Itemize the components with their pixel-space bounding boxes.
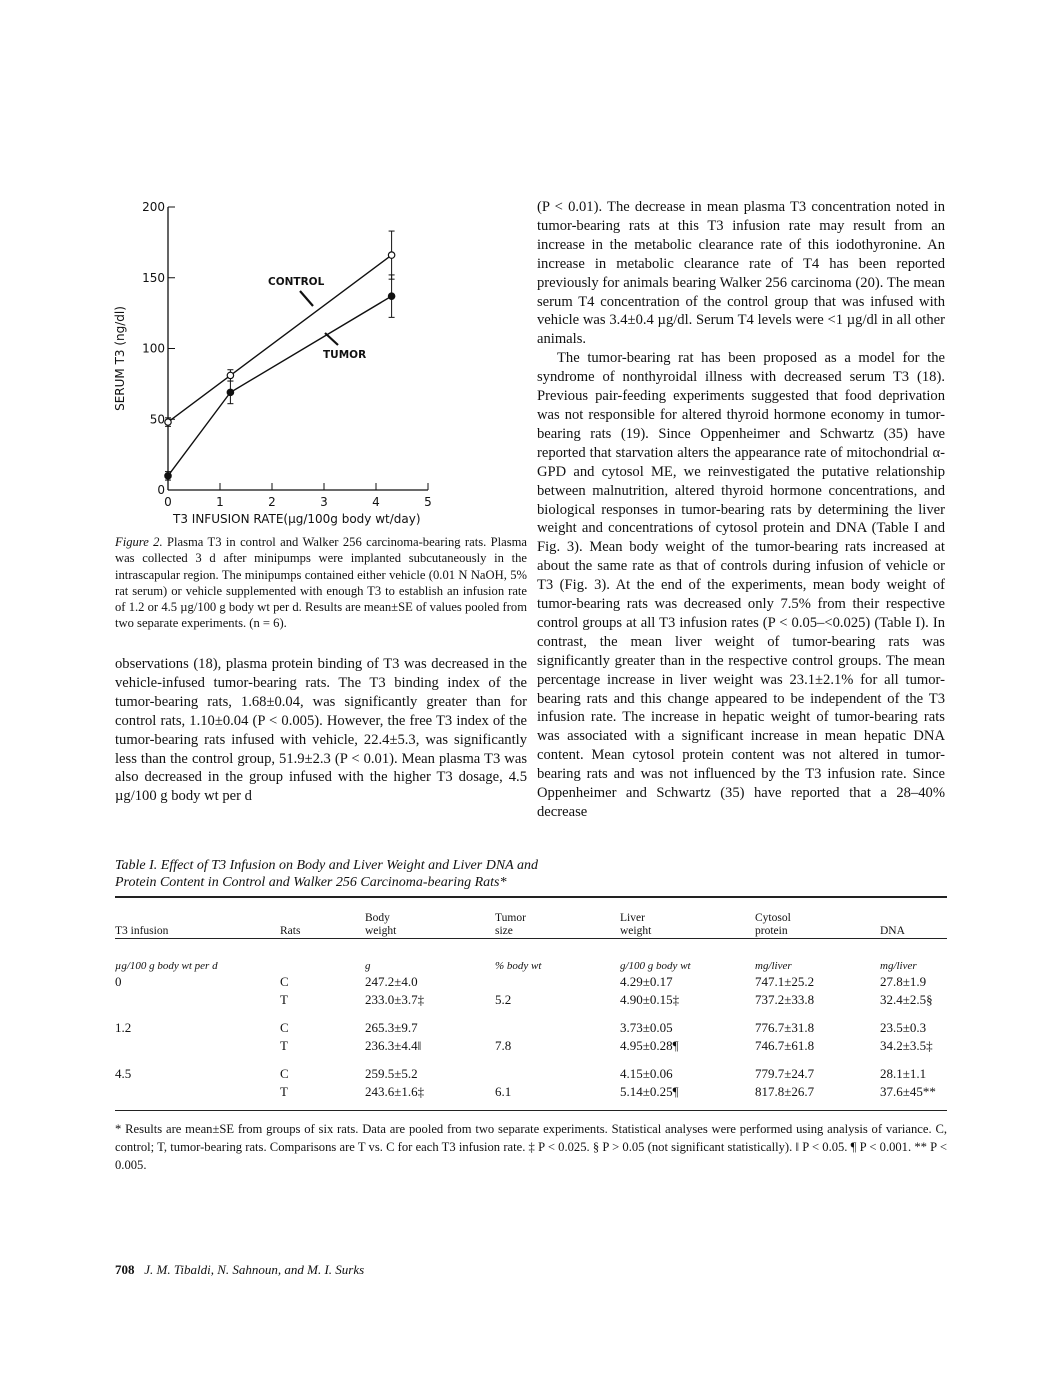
x-tick-label: 5 (424, 495, 432, 509)
x-tick-label: 0 (164, 495, 172, 509)
table-cell (115, 1036, 280, 1054)
data-point (227, 372, 233, 378)
table-cell: 7.8 (495, 1038, 512, 1053)
data-point (388, 293, 394, 299)
column-header: Rats (280, 925, 301, 937)
table-cell: T (280, 1038, 288, 1053)
table-row (115, 1036, 947, 1054)
x-tick-label: 4 (372, 495, 380, 509)
table-row (115, 1008, 947, 1036)
table-cell: 23.5±0.3 (880, 1020, 927, 1035)
table-1 (115, 896, 947, 1100)
table-bottom-rule (115, 1110, 947, 1111)
table-cell: 34.2±3.5‡ (880, 1038, 933, 1053)
unit-cell: µg/100 g body wt per d (115, 960, 218, 972)
x-tick-label: 2 (268, 495, 276, 509)
table-cell: 4.90±0.15‡ (620, 992, 680, 1007)
table-cell: 1.2 (115, 1020, 132, 1035)
table-cell: 236.3±4.4‖ (365, 1038, 422, 1053)
unit-cell: mg/liver (755, 960, 792, 972)
column-header: T3 infusion (115, 925, 169, 937)
table-cell: 747.1±25.2 (755, 974, 815, 989)
table-cell: 5.2 (495, 992, 512, 1007)
unit-cell: g/100 g body wt (620, 960, 691, 972)
series-label-tumor: TUMOR (323, 349, 367, 361)
data-point (388, 252, 394, 258)
table-cell: 4.5 (115, 1066, 132, 1081)
table-cell: 737.2±33.8 (755, 992, 815, 1007)
label-pointer (325, 333, 338, 345)
table-row (115, 990, 947, 1008)
table-cell: 4.29±0.17 (620, 974, 673, 989)
figure-label: Figure 2. (115, 535, 163, 549)
table-cell: 5.14±0.25¶ (620, 1084, 679, 1099)
table-caption-line: Table I. Effect of T3 Infusion on Body and Liver Weight and Liver DNA and (115, 858, 538, 873)
table-row (115, 1054, 947, 1082)
table-cell (115, 990, 280, 1008)
page-footer (115, 1262, 364, 1278)
table-cell (495, 1008, 620, 1036)
table-footnote: * Results are mean±SE from groups of six rats. Data are pooled from two separate experiments. Statistical analyses were performed using analysis of variance. C, control; T, tumor-bearing rats. Comparisons are T vs. C for each T3 infusion rate. ‡ P < 0.025. § P > 0.05 (not significant statistically). ‖ P < 0.05. ¶ P < 0.001. ** P < 0.005. (115, 1122, 947, 1172)
table-cell: T (280, 992, 288, 1007)
table-cell: 259.5±5.2 (365, 1066, 418, 1081)
table-cell: 32.4±2.5§ (880, 992, 933, 1007)
table-cell: 776.7±31.8 (755, 1020, 815, 1035)
unit-cell (280, 938, 365, 972)
right-column (537, 198, 945, 822)
column-header: Body weight (365, 912, 397, 937)
table-row (115, 972, 947, 990)
table-cell: 265.3±9.7 (365, 1020, 418, 1035)
left-column (115, 655, 527, 806)
unit-cell: mg/liver (880, 960, 917, 972)
table-cell: 247.2±4.0 (365, 974, 418, 989)
table-cell: 6.1 (495, 1084, 512, 1099)
data-point (165, 419, 171, 425)
table-row (115, 1082, 947, 1100)
right-paragraph-2: The tumor-bearing rat has been proposed as a model for the syndrome of nonthyroidal illness with decreased serum T3 (18). Previous pair-feeding experiments suggested that food deprivation was not responsible for altered thyroid hormone economy in tumor-bearing rats (19). Since Oppenheimer and Schwartz (35) have reported that starvation alters the appearance rate of mitochondrial α-GPD and cytosol ME, we reinvestigated the putative relationship between malnutrition, altered thyroid hormone concentrations, and biological responses in tumor-bearing rats by determining the liver weight and concentrations of cytosol protein and DNA (Table I and Fig. 3). Mean body weight of the tumor-bearing rats increased at about the same rate as that of controls during infusion of vehicle or T3 (Fig. 3). At the end of the experiments, mean body weight of tumor-bearing rats was decreased only 7.5% from their respective control groups at all T3 infusion rates (P < 0.05–<0.025) (Table I). In contrast, the mean liver weight of tumor-bearing rats was significantly greater than in the respective control groups. The mean percentage increase in liver weight was 23.1±2.1% for all tumor-bearing rats and this change appeared to be independent of the T3 infusion rate. The increase in hepatic weight of tumor-bearing rats was associated with a significant increase in mean hepatic DNA content. Mean cytosol protein content was not altered in tumor-bearing rats and was not influenced by the T3 infusion rate. Since Oppenheimer and Schwartz (35) have reported that a 28–40% decrease (537, 350, 945, 820)
table-cell: 746.7±61.8 (755, 1038, 815, 1053)
figure-caption (115, 534, 527, 632)
table-cell: 28.1±1.1 (880, 1066, 927, 1081)
table-cell (495, 972, 620, 990)
column-header: Tumor size (495, 912, 526, 937)
table-caption-line: Protein Content in Control and Walker 256 Carcinoma-bearing Rats* (115, 875, 507, 890)
series-label-control: CONTROL (268, 276, 325, 288)
x-axis-label: T3 INFUSION RATE(µg/100g body wt/day) (173, 512, 421, 526)
table-cell: 779.7±24.7 (755, 1066, 815, 1081)
y-tick-label: 150 (142, 270, 165, 285)
left-paragraph: observations (18), plasma protein binding of T3 was decreased in the vehicle-infused tumor-bearing rats. The T3 binding index of the tumor-bearing rats, 1.68±0.04, was significantly greater than for control rats, 1.10±0.04 (P < 0.005). However, the free T3 index of the tumor-bearing rats infused with vehicle, 22.4±5.3, was significantly less than the control group, 51.9±2.3 (P < 0.01). Mean plasma T3 was also decreased in the group infused with the higher T3 dosage, 4.5 µg/100 g body wt per d (115, 656, 527, 805)
column-header: Liver weight (620, 912, 652, 937)
table-cell: 27.8±1.9 (880, 974, 927, 989)
column-header: DNA (880, 925, 905, 937)
table-cell: C (280, 1066, 289, 1081)
x-tick-label: 3 (320, 495, 328, 509)
table-cell: 243.6±1.6‡ (365, 1084, 425, 1099)
authors: J. M. Tibaldi, N. Sahnoun, and M. I. Surks (144, 1262, 365, 1277)
table-cell: 233.0±3.7‡ (365, 992, 425, 1007)
figure-caption-text: Plasma T3 in control and Walker 256 carcinoma-bearing rats. Plasma was collected 3 d after minipumps were implanted subcutaneously in the intrascapular region. The minipumps contained either vehicle (0.01 N NaOH, 5% rat serum) or vehicle supplemented with enough T3 to establish an infusion rate of 1.2 or 4.5 µg/100 g body wt per d. Results are mean±SE of values pooled from two separate experiments. (n = 6). (115, 535, 527, 631)
table-cell: 37.6±45** (880, 1084, 936, 1099)
table-cell: 3.73±0.05 (620, 1020, 673, 1035)
data-point (227, 389, 233, 395)
right-paragraph-1: (P < 0.01). The decrease in mean plasma T3 concentration noted in tumor-bearing rats at this T3 infusion rate may result from an increase in the metabolic clearance rate of this iodothyronine. An increase in metabolic clearance rate of T4 has been reported previously for animals bearing Walker 256 carcinoma (20). The mean serum T4 concentration of the control group that was infused with vehicle was 3.4±0.4 µg/dl. Serum T4 levels were <1 µg/dl in all other animals. (537, 199, 945, 348)
table-cell (495, 1054, 620, 1082)
y-axis-label: SERUM T3 (ng/dl) (113, 306, 127, 411)
table-cell: C (280, 1020, 289, 1035)
unit-cell: % body wt (495, 960, 542, 972)
table-cell: 0 (115, 974, 122, 989)
table-cell (115, 1082, 280, 1100)
table-cell: 4.95±0.28¶ (620, 1038, 679, 1053)
table-cell: 817.8±26.7 (755, 1084, 815, 1099)
column-header: Cytosol protein (755, 912, 791, 937)
label-pointer (300, 291, 313, 306)
table-cell: 4.15±0.06 (620, 1066, 673, 1081)
data-point (165, 473, 171, 479)
table-cell: C (280, 974, 289, 989)
figure-2-chart (108, 195, 438, 530)
y-tick-label: 0 (157, 483, 165, 497)
x-tick-label: 1 (216, 495, 224, 509)
y-tick-label: 50 (149, 412, 165, 427)
table-caption (115, 857, 538, 891)
unit-cell: g (365, 960, 371, 972)
y-tick-label: 100 (142, 341, 165, 356)
series-line-tumor (168, 296, 392, 476)
table-cell: T (280, 1084, 288, 1099)
page-number: 708 (115, 1262, 135, 1277)
y-tick-label: 200 (142, 200, 165, 214)
